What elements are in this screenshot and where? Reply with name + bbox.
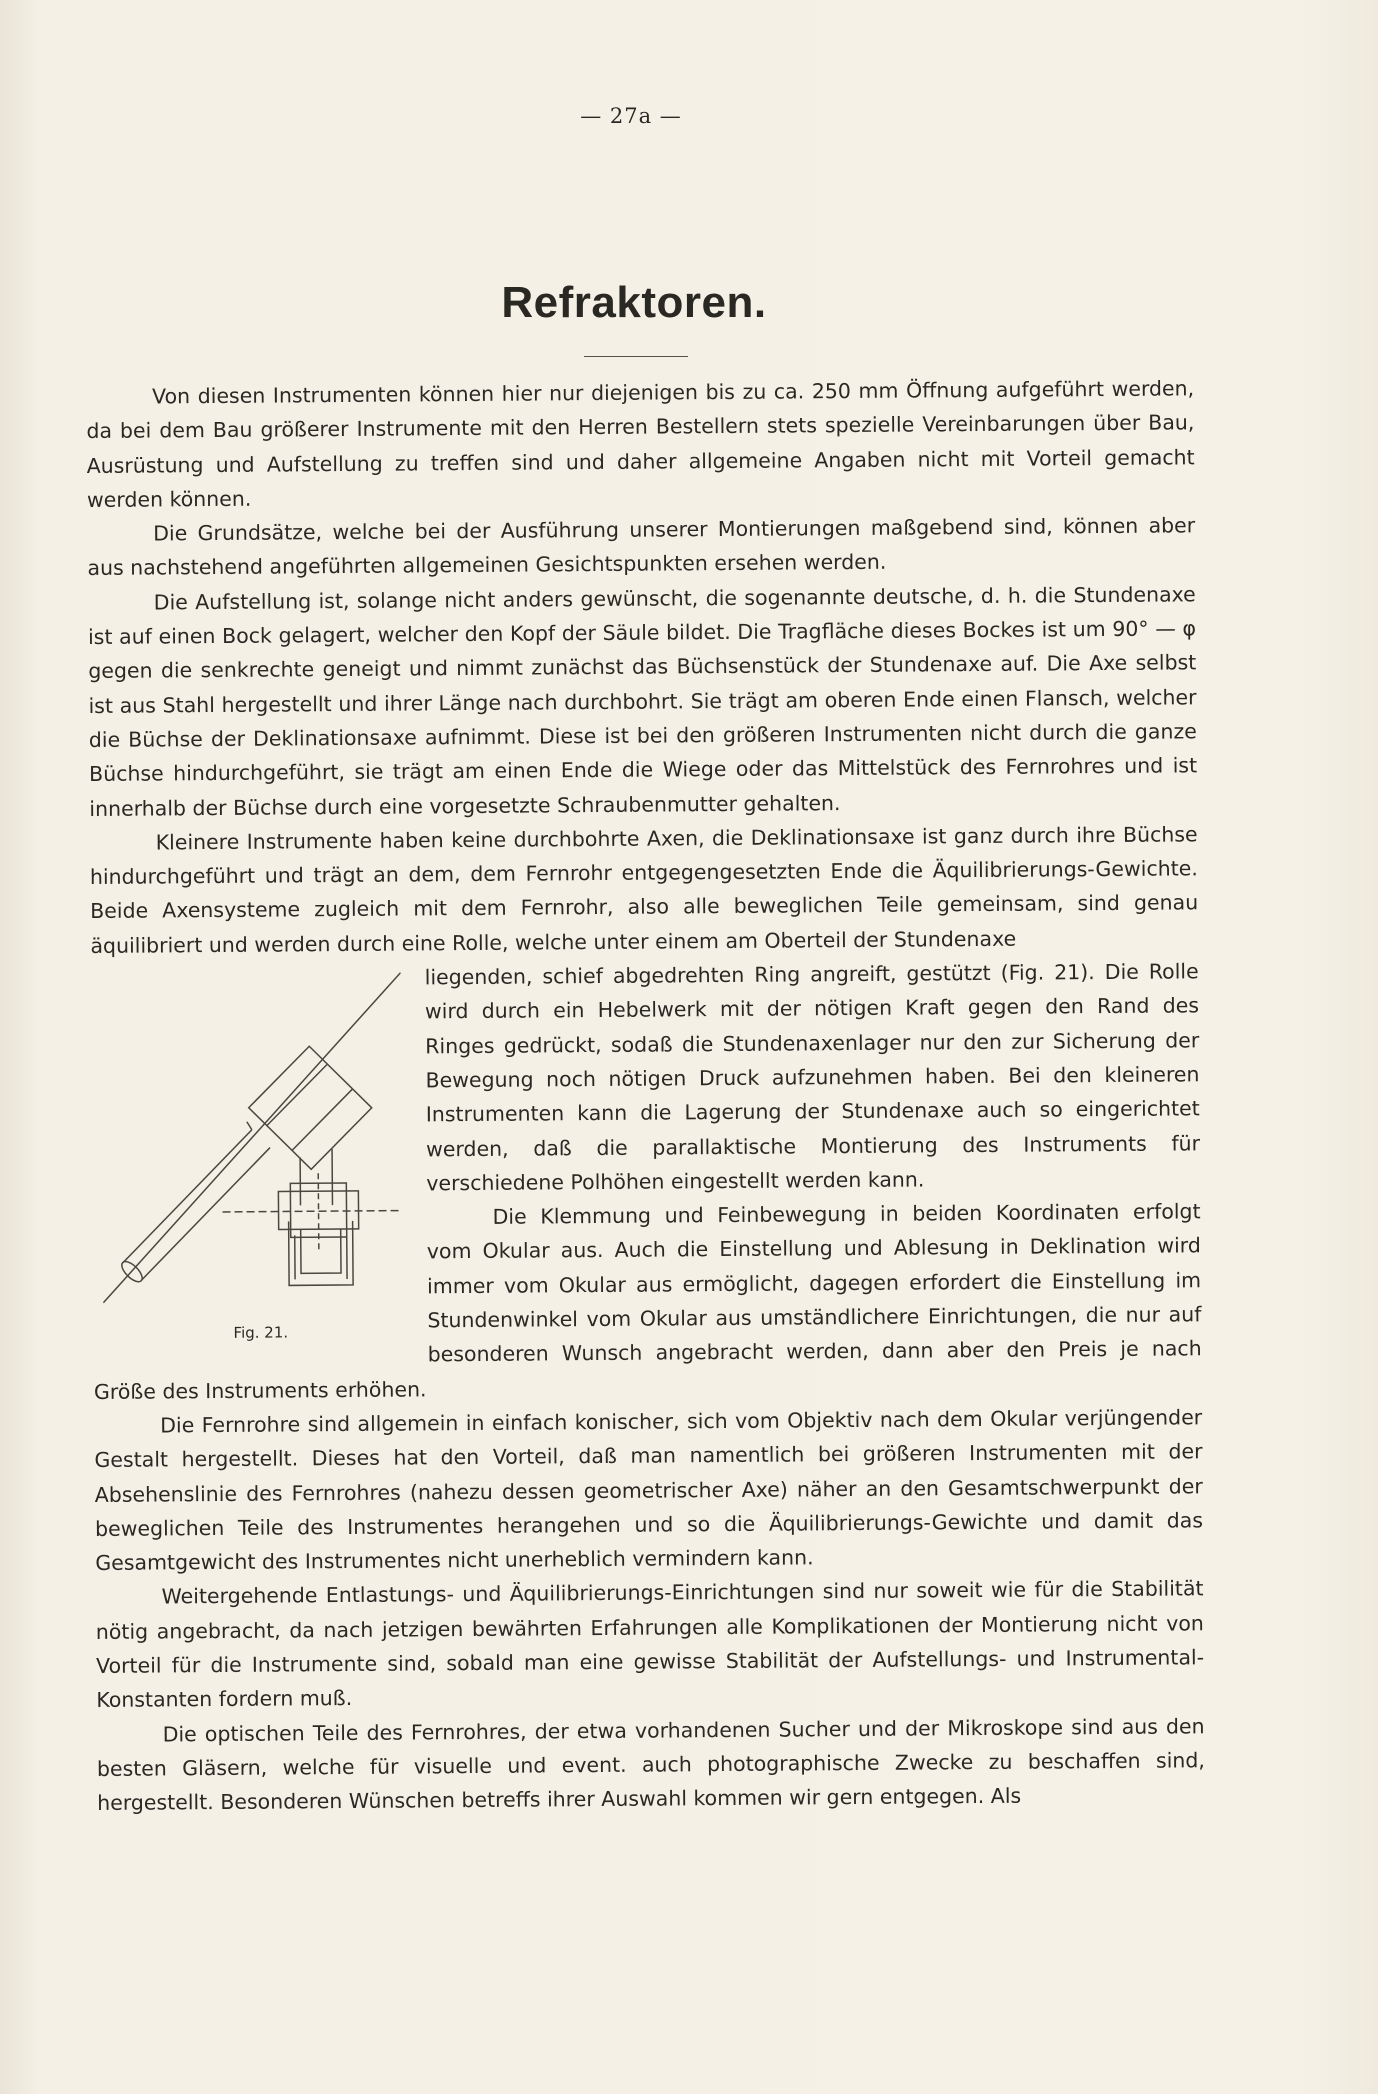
figure-21 (81, 960, 420, 1364)
paragraph: Die Aufstellung ist, solange nicht anders gewünscht, die sogenannte deutsche, d. h. die Stundenaxe ist auf einen Bock gelagert, welcher den Kopf der Säule bildet. Die Tragfläche dieses Bockes ist um 90° — φ gegen die senkrechte geneigt und nimmt zunächst das Büchsenstück der Stundenaxe auf. Die Axe selbst ist aus Stahl hergestellt und ihrer Länge nach durchbohrt. Sie trägt am oberen Ende einen Flansch, welcher die Büchse der Deklinationsaxe aufnimmt. Diese ist bei den größeren Instrumenten nicht durch die ganze Büchse hindurchgeführt, sie trägt am einen Ende die Wiege oder das Mittelstück des Fernrohres und ist innerhalb der Büchse durch eine vorgesetzte Schraubenmutter gehalten. (87, 582, 1198, 821)
paragraph: Die Fernrohre sind allgemein in einfach konischer, sich vom Objektiv nach dem Okular verjüngender Gestalt hergestellt. Dieses hat den Vorteil, daß man namentlich bei größeren Instrumenten mit der Absehenslinie des Fernrohres (nahezu dessen geometrischer Axe) näher an den Gesamtschwerpunkt der beweglichen Teile des Instrumentes herangehen und so die Äquilibrierungs-Gewichte und damit das Gesamtgewicht des Instrumentes nicht unerheblich vermindern kann. (94, 1405, 1204, 1576)
refractor-mounting-drawing-icon (101, 973, 404, 1315)
page-title: Refraktoren. (501, 278, 767, 327)
title-divider (584, 356, 688, 357)
paragraph: Die optischen Teile des Fernrohres, der etwa vorhandenen Sucher und der Mikroskope sind aus den besten Gläsern, welche für visuelle und event. auch photographische Zwecke zu beschaffen sind, hergestellt. Besonderen Wünschen betreffs ihrer Auswahl kommen wir gern entgegen. Als (96, 1713, 1205, 1816)
paragraph: Die Grundsätze, welche bei der Ausführung unserer Montierungen maßgebend sind, können aber aus nachstehend angeführten allgemeinen Gesichtspunkten ersehen werden. (87, 513, 1196, 581)
page-number: — 27a — (580, 104, 682, 128)
paragraph: Kleinere Instrumente haben keine durchbohrte Axen, die Deklinationsaxe ist ganz durch ihre Büchse hindurchgeführt und trägt an dem, dem Fernrohr entgegengesetzten Ende die Äquilibrierungs-Gewichte. Beide Axensysteme zugleich mit dem Fernrohr, also alle beweglichen Teile gemeinsam, sind genau äquilibriert und werden durch eine Rolle, welche unter einem am Oberteil der Stundenaxe (89, 822, 1199, 958)
body-text (86, 371, 1205, 1820)
paragraph: Die Klemmung und Feinbewegung in beiden Koordinaten erfolgt vom Okular aus. Auch die Einstellung und Ablesung in Deklination wird immer vom Okular aus ermöglicht, dagegen erfordert die Einstellung im Stundenwinkel vom Okular aus umständlichere Einrichtungen, die nur auf besonderen Wunsch angebracht werden, dann aber den Preis je nach Größe des Instruments erhöhen. (93, 1199, 1202, 1404)
paragraph: liegenden, schief abgedrehten Ring angreift, gestützt (Fig. 21). Die Rolle wird durch ein Hebelwerk mit der nötigen Kraft gegen den Rand des Ringes gedrückt, sodaß die Stundenaxenlager nur den zur Sicherung der Bewegung noch nötigen Druck aufzunehmen haben. Bei den kleineren Instrumenten kann die Lagerung der Stundenaxe auch so eingerichtet werden, daß die parallaktische Montierung des Instruments für verschiedene Polhöhen eingestellt werden kann. (424, 959, 1201, 1196)
figure-caption: Fig. 21. (233, 1323, 289, 1342)
paragraph: Weitergehende Entlastungs- und Äquilibrierungs-Einrichtungen sind nur soweit wie für die Stabilität nötig angebracht, da nach jetzigen bewährten Erfahrungen alle Komplikationen der Montierung nicht von Vorteil für die Instrumente sind, sobald man eine gewisse Stabilität der Aufstellungs- und Instrumental-Konstanten fordern muß. (95, 1576, 1205, 1713)
paragraph: Von diesen Instrumenten können hier nur diejenigen bis zu ca. 250 mm Öffnung aufgeführt werden, da bei dem Bau größerer Instrumente mit den Herren Bestellern stets spezielle Vereinbarungen über Bau, Ausrüstung und Aufstellung zu treffen sind und daher allgemeine Angaben nicht mit Vorteil gemacht werden können. (86, 376, 1195, 512)
